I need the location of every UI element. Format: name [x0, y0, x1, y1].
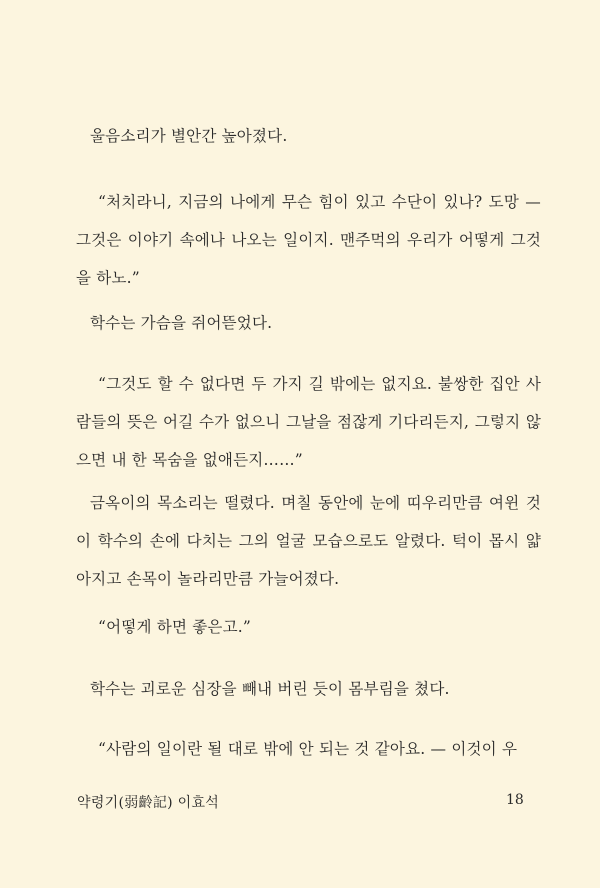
footer-book-title: 약령기(弱齡記) 이효석: [77, 795, 220, 811]
paragraph-4: “그것도 할 수 없다면 두 가지 길 밖에는 없지요. 불쌍한 집안 사람들의 뜻은 어길 수가 없으니 그날을 점잖게 기다리든지, 그렇지 않으면 내 한 목숨을 없애든지……”: [76, 375, 541, 469]
paragraph-7: 학수는 괴로운 심장을 빼내 버린 듯이 몸부림을 쳤다.: [90, 680, 450, 698]
page-number: 18: [506, 792, 524, 808]
paragraph-1: 울음소리가 별안간 높아졌다.: [90, 127, 288, 145]
paragraph-5: 금옥이의 목소리는 떨렸다. 며칠 동안에 눈에 띠우리만큼 여윈 것이 학수의 손에 다치는 그의 얼굴 모습으로도 알렸다. 턱이 몹시 얇아지고 손목이 놀라리만큼 가늘어졌다.: [76, 494, 541, 588]
paragraph-2: “처치라니, 지금의 나에게 무슨 힘이 있고 수단이 있나? 도망 — 그것은 이야기 속에나 나오는 일이지. 맨주먹의 우리가 어떻게 그것을 하노.”: [76, 193, 541, 287]
paragraph-3: 학수는 가슴을 쥐어뜯었다.: [90, 314, 273, 332]
paragraph-8: “사람의 일이란 될 대로 밖에 안 되는 것 같아요. — 이것이 우: [98, 740, 518, 758]
paragraph-6: “어떻게 하면 좋은고.”: [98, 618, 252, 636]
